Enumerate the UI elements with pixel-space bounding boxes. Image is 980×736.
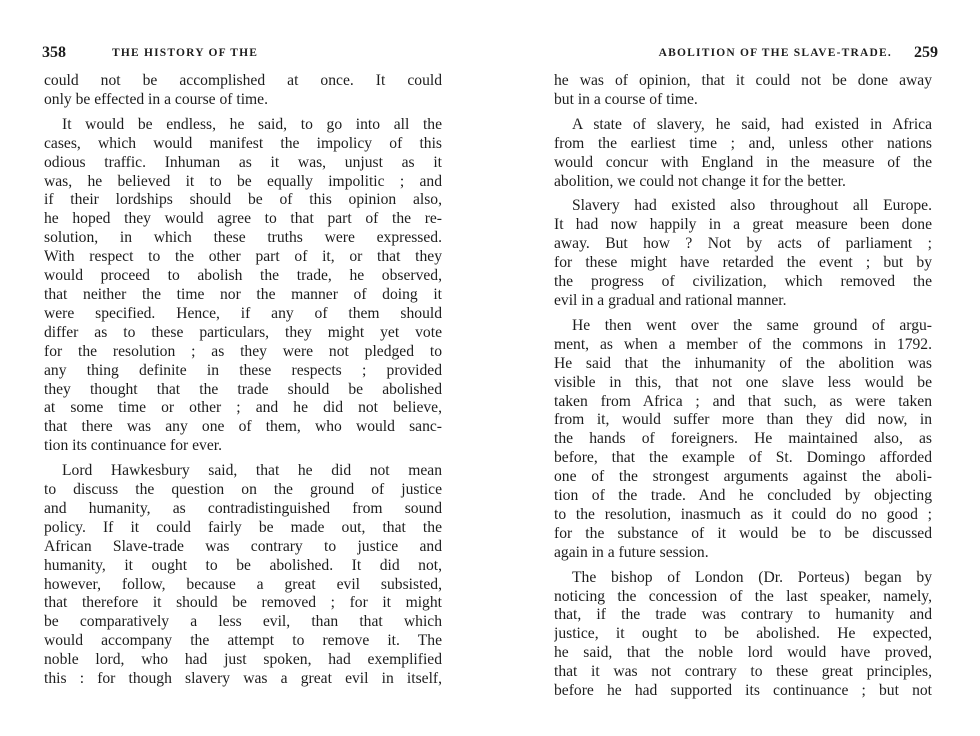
right-page-header	[610, 44, 938, 62]
text-line: He said that the inhumanity of the abolition was	[554, 354, 932, 372]
text-line: visible in this, that not one slave less would be	[554, 373, 932, 391]
text-line: justice, it ought to be abolished. He expected,	[554, 625, 932, 643]
text-line: taken from Africa ; and that such, as were taken	[554, 392, 932, 410]
text-line: before, that the example of St. Domingo afforded	[554, 449, 932, 467]
text-line: humanity, it ought to be abolished. It did not,	[44, 556, 442, 574]
text-line: if their lordships should be of this opinion also,	[44, 191, 442, 209]
text-line: that it was not contrary to these great principles,	[554, 663, 932, 681]
left-page-body	[44, 72, 442, 689]
text-line: be comparatively a less evil, than that which	[44, 613, 442, 631]
text-line: abolition, we could not change it for the better.	[554, 172, 846, 190]
text-line: for the resolution ; as they were not pledged to	[44, 342, 442, 360]
text-line: for these might have retarded the event ; but by	[554, 254, 932, 272]
text-line: that neither the time nor the manner of doing it	[44, 285, 442, 303]
text-line: to discuss the question on the ground of justice	[44, 481, 442, 499]
left-page-header	[42, 44, 442, 62]
text-line: policy. If it could fairly be made out, that the	[44, 518, 442, 536]
right-page-body	[554, 72, 932, 701]
text-line: were specified. Hence, if any of them should	[44, 304, 442, 322]
text-line: It had now happily in a great measure been done	[554, 216, 932, 234]
text-line: the hands of foreigners. He maintained also, as	[554, 430, 932, 448]
text-line: Slavery had existed also throughout all Europe.	[572, 197, 932, 215]
text-line: would proceed to abolish the trade, he observed,	[44, 267, 442, 285]
text-line: solution, in which these truths were expressed.	[44, 229, 442, 247]
text-line: and humanity, as contradistinguished from sound	[44, 499, 442, 517]
text-line: African Slave-trade was contrary to justice and	[44, 537, 442, 555]
text-line: noticing the concession of the last speaker, namely,	[554, 587, 932, 605]
text-line: noble lord, who had just spoken, had exemplified	[44, 651, 442, 669]
text-line: for the substance of it would be to be discussed	[554, 524, 932, 542]
right-running-head: ABOLITION OF THE SLAVE-TRADE.	[658, 47, 892, 59]
text-line: away. But how ? Not by acts of parliament ;	[554, 235, 932, 253]
text-line: tion its continuance for ever.	[44, 437, 222, 455]
text-line: Lord Hawkesbury said, that he did not mean	[62, 462, 442, 480]
text-line: that there was any one of them, who would sanc-	[44, 418, 442, 436]
text-line: to the resolution, inasmuch as it could do no good ;	[554, 505, 932, 523]
text-line: With respect to the other part of it, or that they	[44, 248, 442, 266]
text-line: The bishop of London (Dr. Porteus) began by	[572, 568, 932, 586]
text-line: that, if the trade was contrary to humanity and	[554, 606, 932, 624]
text-line: he said, that the noble lord would have proved,	[554, 644, 932, 662]
text-line: however, follow, because a great evil subsisted,	[44, 575, 442, 593]
text-line: only be effected in a course of time.	[44, 90, 269, 108]
text-line: the progress of civilization, which removed the	[554, 273, 932, 291]
text-line: any thing definite in these respects ; provided	[44, 361, 442, 379]
text-line: cases, which would manifest the impolicy of this	[44, 134, 442, 152]
text-line: he was of opinion, that it could not be done away	[554, 72, 932, 89]
right-page-number: 259	[914, 44, 938, 61]
right-page	[490, 0, 980, 736]
text-line: from the earliest time ; and, unless other nations	[554, 134, 932, 152]
text-line: tion of the trade. And he concluded by objecting	[554, 487, 932, 505]
text-line: A state of slavery, he said, had existed in Africa	[572, 115, 932, 133]
text-line: before he had supported its continuance ; but not	[554, 682, 932, 700]
text-line: odious traffic. Inhuman as it was, unjust as it	[44, 153, 442, 171]
text-line: differ as to these particulars, they might yet vote	[44, 323, 442, 341]
text-line: but in a course of time.	[554, 90, 698, 108]
text-line: could not be accomplished at once. It could	[44, 72, 442, 89]
left-page-number: 358	[42, 44, 66, 61]
text-line: at some time or other ; and he did not believe,	[44, 399, 442, 417]
text-line: would accompany the attempt to remove it. The	[44, 632, 442, 650]
text-line: he hoped they would agree to that part of the re-	[44, 210, 442, 228]
text-line: that therefore it should be removed ; for it might	[44, 594, 442, 612]
text-line: they thought that the trade should be abolished	[44, 380, 442, 398]
text-line: from it, would suffer more than they did now, in	[554, 411, 932, 429]
text-line: would concur with England in the measure of the	[554, 153, 932, 171]
text-line: It would be endless, he said, to go into all the	[62, 115, 442, 133]
text-line: was, he believed it to be equally impolitic ; and	[44, 172, 442, 190]
text-line: ment, as when a member of the commons in 1792.	[554, 335, 932, 353]
text-line: He then went over the same ground of argu-	[572, 316, 932, 334]
left-running-head: THE HISTORY OF THE	[112, 47, 259, 59]
text-line: again in a future session.	[554, 543, 709, 561]
text-line: evil in a gradual and rational manner.	[554, 291, 787, 309]
text-line: this : for though slavery was a great evil in itself,	[44, 670, 442, 688]
text-line: one of the strongest arguments against the aboli-	[554, 468, 932, 486]
